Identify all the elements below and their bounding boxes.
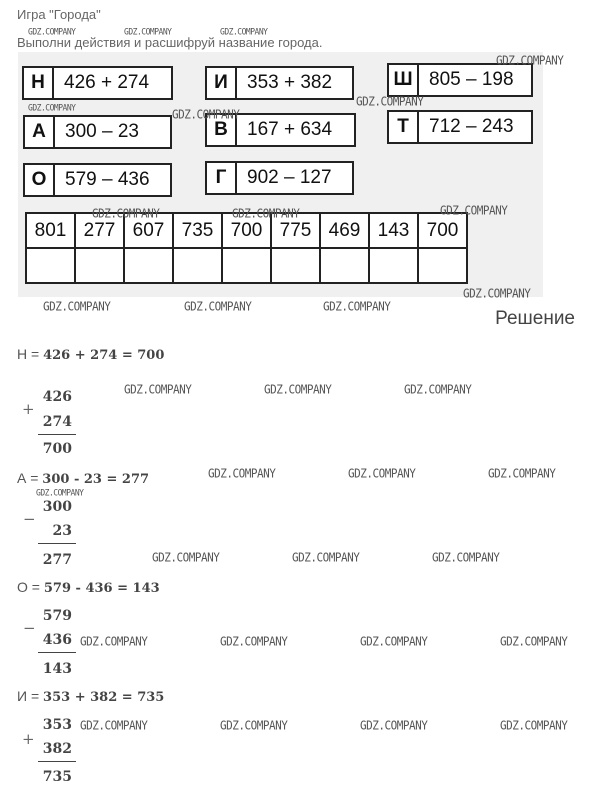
answer-number-cell: 801	[26, 213, 75, 248]
answer-number-cell: 700	[222, 213, 271, 248]
watermark: GDZ.COMPANY	[124, 26, 172, 37]
watermark: GDZ.COMPANY	[152, 550, 220, 565]
equation-letter: И =	[17, 688, 40, 704]
watermark: GDZ.COMPANY	[43, 299, 111, 314]
equation-letter: Н =	[17, 346, 40, 362]
watermark: GDZ.COMPANY	[404, 382, 472, 397]
watermark: GDZ.COMPANY	[348, 466, 416, 481]
watermark: GDZ.COMPANY	[496, 53, 564, 68]
answer-number-cell: 700	[418, 213, 467, 248]
card-letter: А	[25, 117, 55, 147]
answer-letter-cell	[320, 248, 369, 283]
watermark: GDZ.COMPANY	[36, 487, 84, 498]
equation-line	[17, 688, 164, 705]
watermark: GDZ.COMPANY	[92, 206, 160, 221]
watermark: GDZ.COMPANY	[220, 718, 288, 733]
answer-number-cell: 469	[320, 213, 369, 248]
plus-sign: +	[22, 730, 35, 748]
column-top: 353	[42, 717, 72, 733]
answer-letter-cell	[173, 248, 222, 283]
equation-line	[17, 470, 149, 487]
column-result: 143	[42, 661, 72, 677]
solution-heading: Решение	[495, 308, 575, 329]
minus-sign: −	[23, 619, 36, 637]
watermark: GDZ.COMPANY	[28, 26, 76, 37]
column-bottom: 436	[42, 632, 72, 648]
answer-letter-cell	[26, 248, 75, 283]
column-result: 277	[42, 552, 72, 568]
watermark: GDZ.COMPANY	[323, 299, 391, 314]
column-divider	[38, 434, 76, 435]
answer-table	[25, 212, 468, 284]
watermark: GDZ.COMPANY	[28, 102, 76, 113]
card-o	[23, 163, 172, 197]
answer-letters-row	[26, 248, 467, 283]
column-top: 300	[42, 499, 72, 515]
watermark: GDZ.COMPANY	[292, 550, 360, 565]
answer-number-cell: 277	[75, 213, 124, 248]
watermark: GDZ.COMPANY	[432, 550, 500, 565]
column-bottom: 274	[42, 414, 72, 430]
column-result: 700	[42, 441, 72, 457]
watermark: GDZ.COMPANY	[500, 718, 568, 733]
card-sh	[387, 63, 533, 97]
watermark: GDZ.COMPANY	[360, 634, 428, 649]
card-expression: 902 – 127	[247, 167, 332, 188]
equation-letter: А =	[17, 470, 39, 486]
watermark: GDZ.COMPANY	[220, 26, 268, 37]
card-expression: 805 – 198	[429, 69, 514, 90]
answer-number-cell: 607	[124, 213, 173, 248]
column-bottom: 382	[42, 741, 72, 757]
card-expression: 426 + 274	[64, 72, 150, 93]
answer-number-cell: 775	[271, 213, 320, 248]
card-letter: Ш	[389, 65, 419, 95]
task-image	[18, 52, 543, 297]
column-result: 735	[42, 769, 72, 785]
equation-text: 300 - 23 = 277	[42, 472, 150, 487]
watermark: GDZ.COMPANY	[360, 718, 428, 733]
card-n	[22, 66, 173, 100]
card-a	[23, 115, 172, 149]
column-top: 579	[42, 608, 72, 624]
column-divider	[38, 761, 76, 762]
card-i	[205, 66, 354, 100]
card-letter: Т	[389, 112, 419, 142]
watermark: GDZ.COMPANY	[184, 299, 252, 314]
card-letter: Г	[207, 163, 237, 193]
answer-letter-cell	[271, 248, 320, 283]
card-letter: О	[25, 165, 55, 195]
card-letter: В	[207, 115, 237, 145]
answer-letter-cell	[75, 248, 124, 283]
watermark: GDZ.COMPANY	[500, 634, 568, 649]
equation-text: 579 - 436 = 143	[43, 581, 160, 596]
card-letter: И	[207, 68, 237, 98]
card-expression: 712 – 243	[429, 116, 514, 137]
page-title: Игра "Города"	[17, 7, 101, 22]
watermark: GDZ.COMPANY	[80, 634, 148, 649]
watermark: GDZ.COMPANY	[463, 286, 531, 301]
watermark: GDZ.COMPANY	[264, 382, 332, 397]
column-top: 426	[42, 389, 72, 405]
task-instruction: Выполни действия и расшифруй название города.	[17, 35, 323, 50]
minus-sign: −	[23, 510, 36, 528]
watermark: GDZ.COMPANY	[124, 382, 192, 397]
watermark: GDZ.COMPANY	[172, 107, 240, 122]
column-divider	[38, 652, 76, 653]
watermark: GDZ.COMPANY	[488, 466, 556, 481]
answer-number-cell: 735	[173, 213, 222, 248]
answer-letter-cell	[369, 248, 418, 283]
watermark: GDZ.COMPANY	[232, 206, 300, 221]
card-t	[387, 110, 533, 144]
watermark: GDZ.COMPANY	[440, 203, 508, 218]
watermark: GDZ.COMPANY	[80, 718, 148, 733]
equation-text: 426 + 274 = 700	[43, 348, 165, 363]
column-bottom: 23	[52, 523, 72, 539]
watermark: GDZ.COMPANY	[208, 466, 276, 481]
equation-text: 353 + 382 = 735	[43, 690, 165, 705]
answer-number-cell: 143	[369, 213, 418, 248]
card-expression: 300 – 23	[65, 121, 139, 142]
answer-letter-cell	[418, 248, 467, 283]
card-expression: 167 + 634	[247, 119, 333, 140]
equation-line	[17, 579, 160, 596]
card-g	[205, 161, 354, 195]
plus-sign: +	[22, 400, 35, 418]
card-expression: 579 – 436	[65, 169, 150, 190]
answer-letter-cell	[222, 248, 271, 283]
watermark: GDZ.COMPANY	[220, 634, 288, 649]
equation-letter: О =	[17, 579, 40, 595]
answer-letter-cell	[124, 248, 173, 283]
card-letter: Н	[24, 68, 54, 98]
watermark: GDZ.COMPANY	[356, 94, 424, 109]
column-divider	[38, 543, 76, 544]
card-expression: 353 + 382	[247, 72, 333, 93]
equation-line	[17, 346, 164, 363]
